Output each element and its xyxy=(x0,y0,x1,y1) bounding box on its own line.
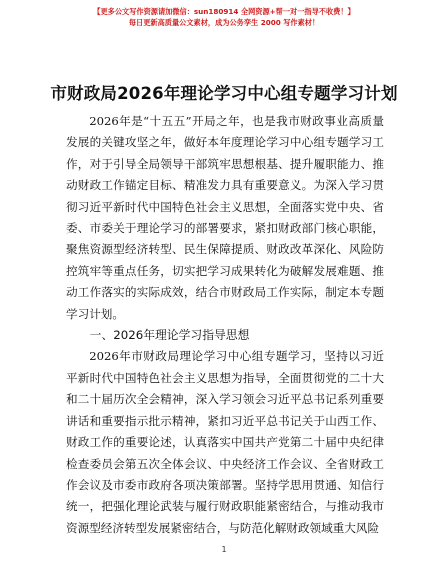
section-heading: 一、2026年理论学习指导思想 xyxy=(89,328,250,343)
promo-banner-line-1: 【更多公文写作资源请加微信：sun180914 全网资源+帮一对一指导不收费！】 xyxy=(93,7,355,16)
intro-paragraph: 2026年是“十五五”开局之年，也是我市财政事业高质量发展的关键攻坚之年，做好本年度理论学习中心组专题学习工作，对于引导全局领导干部筑牢思想根基、提升履职能力、推动财政工作锚定目标、精准发力具有重要意义。为深入学习贯彻习近平新时代中国特色社会主义思想，全面落实党中央、省委、市委关于理论学习的部署要求，紧扣财政部门核心职能，聚焦资源型经济转型、民生保障提质、财政改革深化、风险防控筑牢等重点任务，切实把学习成果转化为破解发展难题、推动工作落实的实际成效，结合市财政局工作实际，制定本专题学习计划。 xyxy=(66,114,384,321)
promo-banner xyxy=(0,6,448,28)
page-number: 1 xyxy=(221,545,227,554)
document-body xyxy=(66,111,384,539)
document-title: 市财政局2026年理论学习中心组专题学习计划 xyxy=(50,84,398,103)
promo-banner-line-2: 每日更新高质量公文素材，成为公务孪生 2000 写作素材！ xyxy=(128,18,320,27)
section-paragraph: 2026年市财政局理论学习中心组专题学习，坚持以习近平新时代中国特色社会主义思想为指导，全面贯彻党的二十大和二十届历次全会精神，深入学习领会习近平总书记系列重要讲话和重要指示批示精神，紧扣习近平总书记关于山西工作、财政工作的重要论述，认真落实中国共产党第二十届中央纪律检查委员会第五次全体会议、中央经济工作会议、全省财政工作会议及市委市政府各项决策部署。坚持学思用贯通、知信行统一，把强化理论武装与履行财政职能紧密结合，与推动我市资源型经济转型发展紧密结合，与防范化解财政领域重大风险 xyxy=(66,349,384,535)
